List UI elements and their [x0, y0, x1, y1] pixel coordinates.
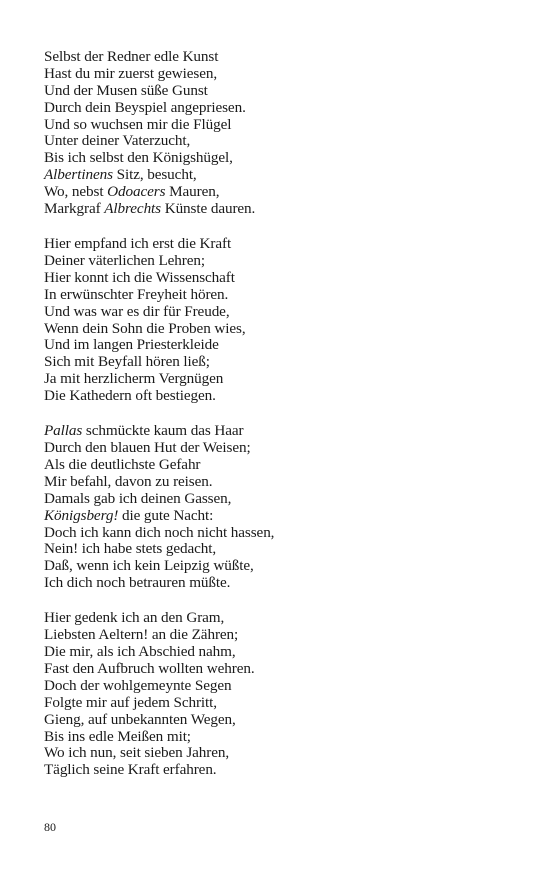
line-text: Und im langen Priesterkleide: [44, 336, 219, 354]
poem-line: [44, 575, 514, 592]
poem-line: [44, 150, 514, 167]
poem-line: [44, 337, 514, 354]
poem-line: [44, 729, 514, 746]
line-text: Als die deutlichste Gefahr: [44, 455, 201, 473]
line-text: Wo ich nun, seit sieben Jahren,: [44, 744, 230, 762]
poem-line: [44, 117, 514, 134]
line-text: Ich dich noch betrauren müßte.: [44, 574, 231, 592]
line-text: Fast den Aufbruch wollten wehren.: [44, 659, 255, 677]
line-text: Unter deiner Vaterzucht,: [44, 132, 191, 150]
line-text: Sitz, besucht,: [112, 166, 197, 184]
poem-line: [44, 253, 514, 270]
line-text: Hast du mir zuerst gewiesen,: [44, 64, 218, 82]
poem-line: [44, 474, 514, 491]
poem-line: [44, 491, 514, 508]
poem-line: [44, 167, 514, 184]
poem-line: [44, 644, 514, 661]
line-text: Doch ich kann dich noch nicht hassen,: [44, 523, 275, 541]
line-text: Mauren,: [165, 183, 220, 201]
poem-line: [44, 678, 514, 695]
poem-line: [44, 304, 514, 321]
poem-line: [44, 287, 514, 304]
line-text: Daß, wenn ich kein Leipzig wüßte,: [44, 557, 254, 575]
line-text: Selbst der Redner edle Kunst: [44, 48, 219, 65]
line-text: Deiner väterlichen Lehren;: [44, 251, 205, 269]
poem-line: [44, 627, 514, 644]
line-text: Und der Musen süße Gunst: [44, 81, 208, 99]
line-text: Markgraf: [44, 200, 105, 218]
line-text: Hier konnt ich die Wissenschaft: [44, 268, 235, 286]
line-text: Künste dauren.: [161, 200, 256, 218]
line-text: Und was war es dir für Freude,: [44, 302, 230, 320]
poem-line: [44, 661, 514, 678]
poem-line: [44, 457, 514, 474]
italic-name: Odoacers: [107, 183, 166, 201]
line-text: Ja mit herzlicherm Vergnügen: [44, 370, 224, 388]
poem-line: [44, 388, 514, 405]
line-text: Hier empfand ich erst die Kraft: [44, 235, 232, 253]
poem-line: [44, 440, 514, 457]
poem-line: [44, 712, 514, 729]
poem-line: [44, 558, 514, 575]
line-text: Wenn dein Sohn die Proben wies,: [44, 319, 246, 337]
poem-line: [44, 508, 514, 525]
poem-line: [44, 423, 514, 440]
italic-name: Königsberg!: [44, 506, 119, 524]
poem-line: [44, 695, 514, 712]
line-text: Mir befahl, davon zu reisen.: [44, 472, 213, 490]
stanza: [44, 49, 514, 218]
page-number: 80: [44, 820, 56, 834]
poem-line: [44, 541, 514, 558]
poem-text: [44, 49, 514, 797]
line-text: Durch den blauen Hut der Weisen;: [44, 439, 251, 457]
line-text: Folgte mir auf jedem Schritt,: [44, 693, 217, 711]
line-text: die gute Nacht:: [118, 506, 214, 524]
italic-name: Albrechts: [104, 200, 161, 218]
line-text: Hier gedenk ich an den Gram,: [44, 609, 225, 627]
poem-line: [44, 66, 514, 83]
poem-line: [44, 371, 514, 388]
poem-line: [44, 100, 514, 117]
poem-line: [44, 236, 514, 253]
stanza: [44, 236, 514, 405]
stanza: [44, 423, 514, 592]
line-text: schmückte kaum das Haar: [82, 422, 244, 440]
line-text: Liebsten Aeltern! an die Zähren;: [44, 626, 239, 644]
line-text: Doch der wohlgemeynte Segen: [44, 676, 232, 694]
line-text: Die mir, als ich Abschied nahm,: [44, 643, 236, 661]
line-text: Sich mit Beyfall hören ließ;: [44, 353, 210, 371]
line-text: Bis ins edle Meißen mit;: [44, 727, 191, 745]
line-text: Täglich seine Kraft erfahren.: [44, 761, 217, 779]
poem-line: [44, 201, 514, 218]
line-text: In erwünschter Freyheit hören.: [44, 285, 229, 303]
line-text: Die Kathedern oft bestiegen.: [44, 387, 216, 405]
line-text: Nein! ich habe stets gedacht,: [44, 540, 217, 558]
poem-line: [44, 321, 514, 338]
poem-line: [44, 49, 514, 66]
poem-line: [44, 745, 514, 762]
poem-line: [44, 133, 514, 150]
line-text: Wo, nebst: [44, 183, 108, 201]
poem-line: [44, 525, 514, 542]
poem-line: [44, 354, 514, 371]
line-text: Bis ich selbst den Königshügel,: [44, 149, 233, 167]
line-text: Durch dein Beyspiel angepriesen.: [44, 98, 246, 116]
poem-line: [44, 83, 514, 100]
stanza: [44, 610, 514, 779]
poem-line: [44, 184, 514, 201]
poem-line: [44, 762, 514, 779]
poem-line: [44, 270, 514, 287]
line-text: Und so wuchsen mir die Flügel: [44, 115, 232, 133]
poem-line: [44, 610, 514, 627]
italic-name: Albertinens: [44, 166, 113, 184]
italic-name: Pallas: [44, 422, 83, 440]
line-text: Gieng, auf unbekannten Wegen,: [44, 710, 236, 728]
line-text: Damals gab ich deinen Gassen,: [44, 489, 232, 507]
